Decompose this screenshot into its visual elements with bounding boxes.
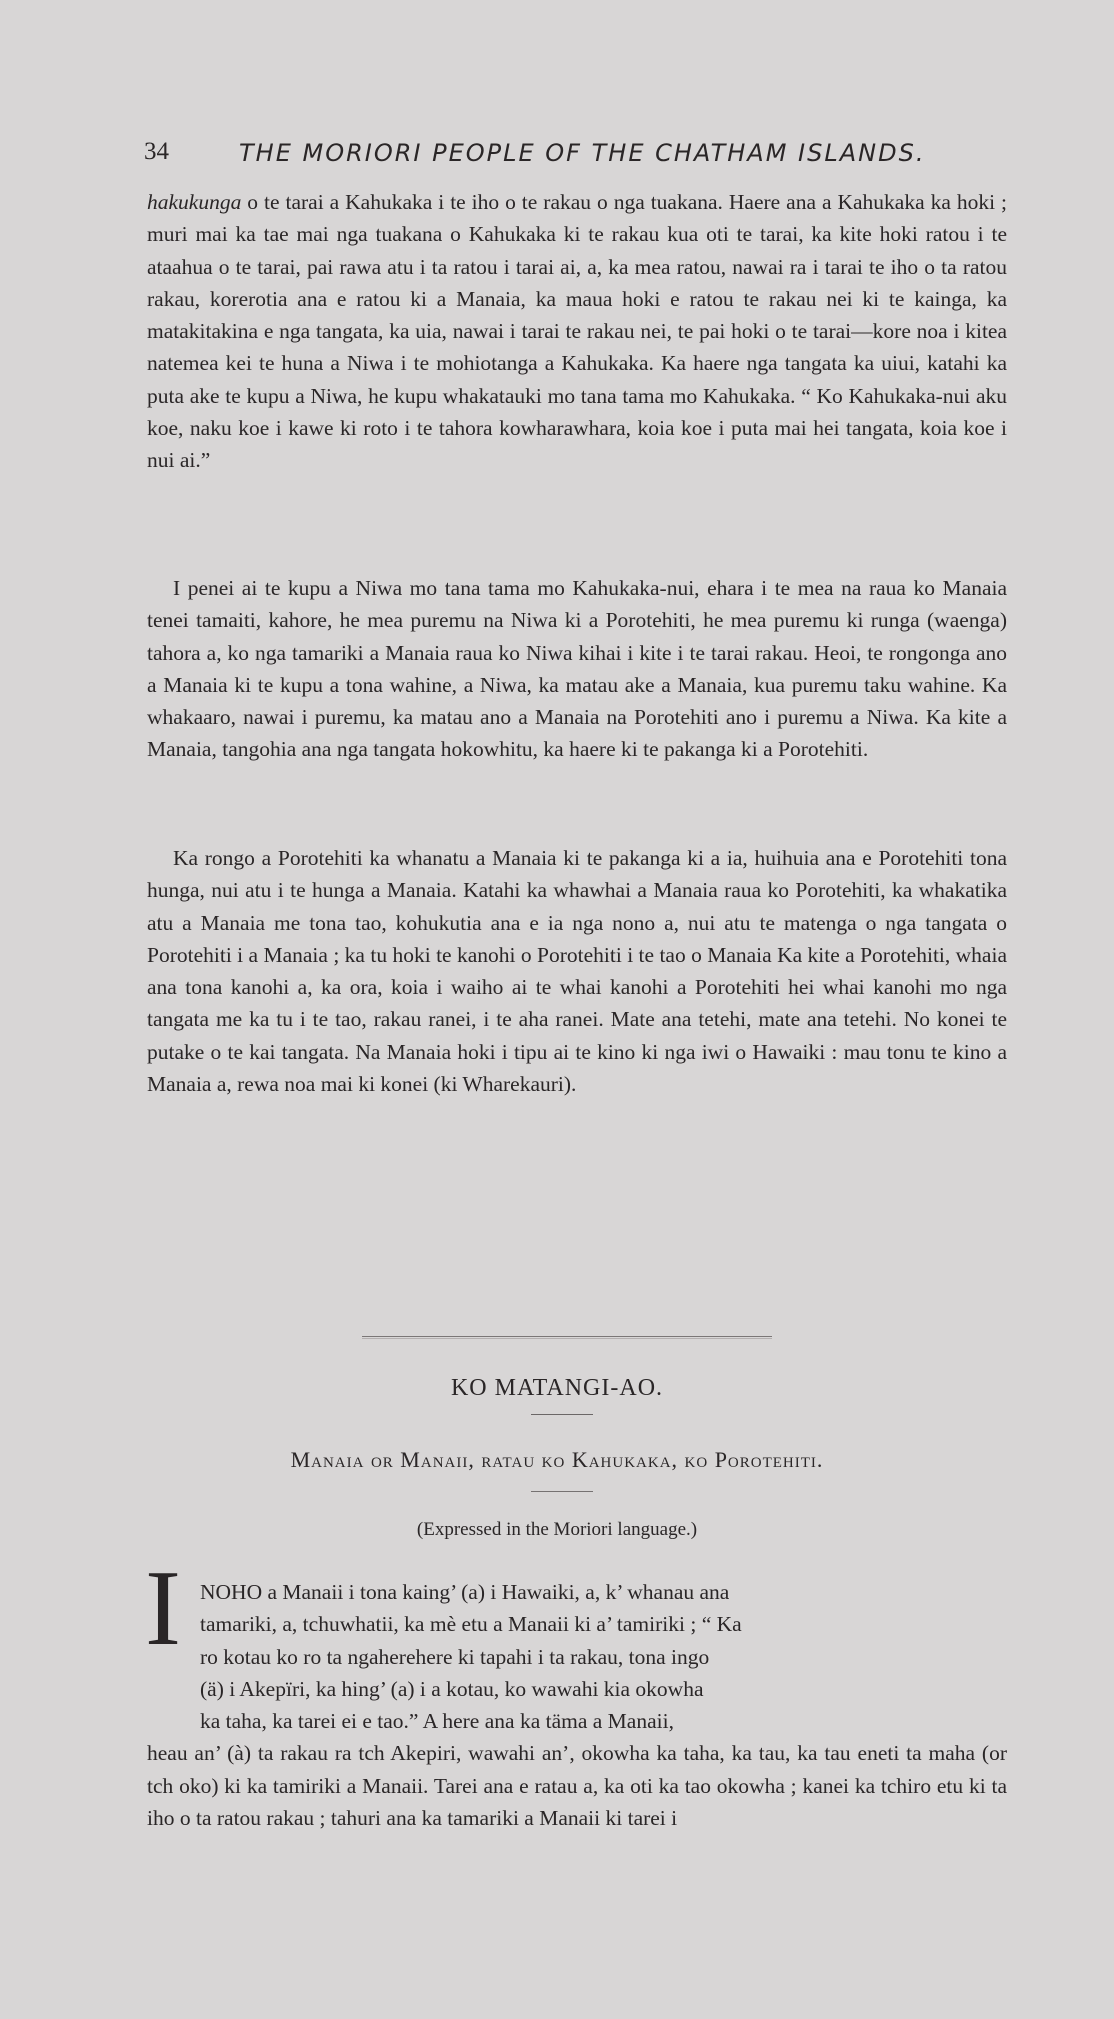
paragraph-3-text: Ka rongo a Porotehiti ka whanatu a Manaia ki te pakanga ki a ia, huihuia ana e Porotehiti tona hunga, nui atu i te hunga a Manaia. Katahi ka whawhai a Manaia raua ko Porotehiti, ka whakatika atu a Manaia me tona tao, kohukutia ana e ia nga nono a, nui atu te matenga o nga tangata o Porotehiti i a Manaia ; ka tu hoki te kanohi o Porotehiti i te tao o Manaia Ka kite a Porotehiti, whaia ana tona kanohi a, ka ora, koia i waiho ai te whai kanohi a Porotehiti hei whai kanohi mo nga tangata me ka tu i te tao, rakau ranei, i te aha ranei. Mate ana tetehi, mate ana tetehi. No konei te putake o te kai tangata. Na Manaia hoki i tipu ai te kino ki nga iwi o Hawaiki : mau tonu te kino a Manaia a, rewa noa mai ki konei (ki Wharekauri). [147,846,1007,1097]
dropcap-line-3: ro kotau ko ro ta ngaherehere ki tapahi i ta rakau, tona ingo [200,1644,710,1669]
paragraph-1 [147,186,1007,477]
dropcap-line-4: (ä) i Akepïri, ka hing’ (a) i a kotau, ko wawahi kia okowha [200,1676,704,1701]
opening-italic-word: hakukunga [147,190,242,214]
paragraph-3 [147,842,1007,1100]
paragraph-1-body: o te tarai a Kahukaka i te iho o te rakau o nga tuakana. Haere ana a Kahukaka ka hoki ; muri mai ka tae mai nga tuakana o Kahukaka ki te rakau kua oti te tarai, ka kite hoki ratou i te ataahua o te tarai, pai rawa atu i ta ratou i tarai ai, a, ka mea ratou, nawai ra i tarai te iho o ta ratou rakau, korerotia ana e ratou ki a Manaia, ka maua hoki e ratou te rakau nei ki te kainga, ka matakitakina e nga tangata, ka uia, nawai i tarai te rakau nei, te pai hoki o te tarai—kore noa i kitea natemea kei te huna a Niwa i te mohiotanga a Kahukaka. Ka haere nga tangata ka uiui, katahi ka puta ake te kupu a Niwa, he kupu whakatauki mo tana tama mo Kahukaka. “ Ko Kahukaka-nui aku koe, naku koe i kawe ki roto i te tahora kowharawhara, koia koe i puta mai hei tangata, koia koe i nui ai.” [147,190,1007,473]
section-divider [362,1336,772,1339]
dropcap-line-5: ka taha, ka tarei ei e tao.” A here ana ka täma a Manaii, [200,1709,674,1734]
drop-cap-initial: I [145,1549,181,1668]
section-subtitle: Manaia or Manaii, ratau ko Kahukaka, ko Porotehiti. [290,1447,824,1472]
paragraph-2 [147,572,1007,766]
paragraph-1-text [147,186,1007,477]
page-number: 34 [144,138,169,165]
subtitle-rule [531,1491,593,1492]
moriori-paragraph [147,1576,1007,1834]
language-note: (Expressed in the Moriori language.) [416,1519,698,1540]
title-rule [531,1414,593,1415]
running-title: THE MORIORI PEOPLE OF THE CHATHAM ISLANDS. [239,139,926,167]
page-header [144,138,964,174]
dropcap-line-1: NOHO a Manaii i tona kaing’ (a) i Hawaiki, a, k’ whanau ana [200,1580,730,1604]
paragraph-2-text: I penei ai te kupu a Niwa mo tana tama mo Kahukaka-nui, ehara i te mea na raua ko Manaia tenei tamaiti, kahore, he mea puremu na Niwa ki a Porotehiti, he mea puremu ki runga (waenga) tahora a, ko nga tamariki a Manaia raua ko Niwa kihai i kite i te tarai rakau. Heoi, te rongonga ano a Manaia ki te kupu a tona wahine, a Niwa, ka matau ake a Manaia, kua puremu taku wahine. Ka whakaaro, nawai i puremu, ka matau ano a Manaia na Porotehiti ano i puremu a Niwa. Ka kite a Manaia, tangohia ana nga tangata hokowhitu, ka haere ki te pakanga ki a Porotehiti. [147,576,1007,762]
dropcap-line-2: tamariki, a, tchuwhatii, ka mè etu a Manaii ki a’ tamiriki ; “ Ka [200,1612,742,1637]
section-title: KO MATANGI-AO. [450,1375,664,1401]
moriori-continuation: heau an’ (à) ta rakau ra tch Akepiri, wawahi an’, okowha ka taha, ka tau, ka tau eneti ta maha (or tch oko) ki ka tamiriki a Manaii. Tarei ana e ratau a, ka oti ka tao okowha ; kanei ka tchiro etu ki ta iho o ta ratou rakau ; tahuri ana ka tamariki a Manaii ki tarei i [147,1741,1007,1831]
